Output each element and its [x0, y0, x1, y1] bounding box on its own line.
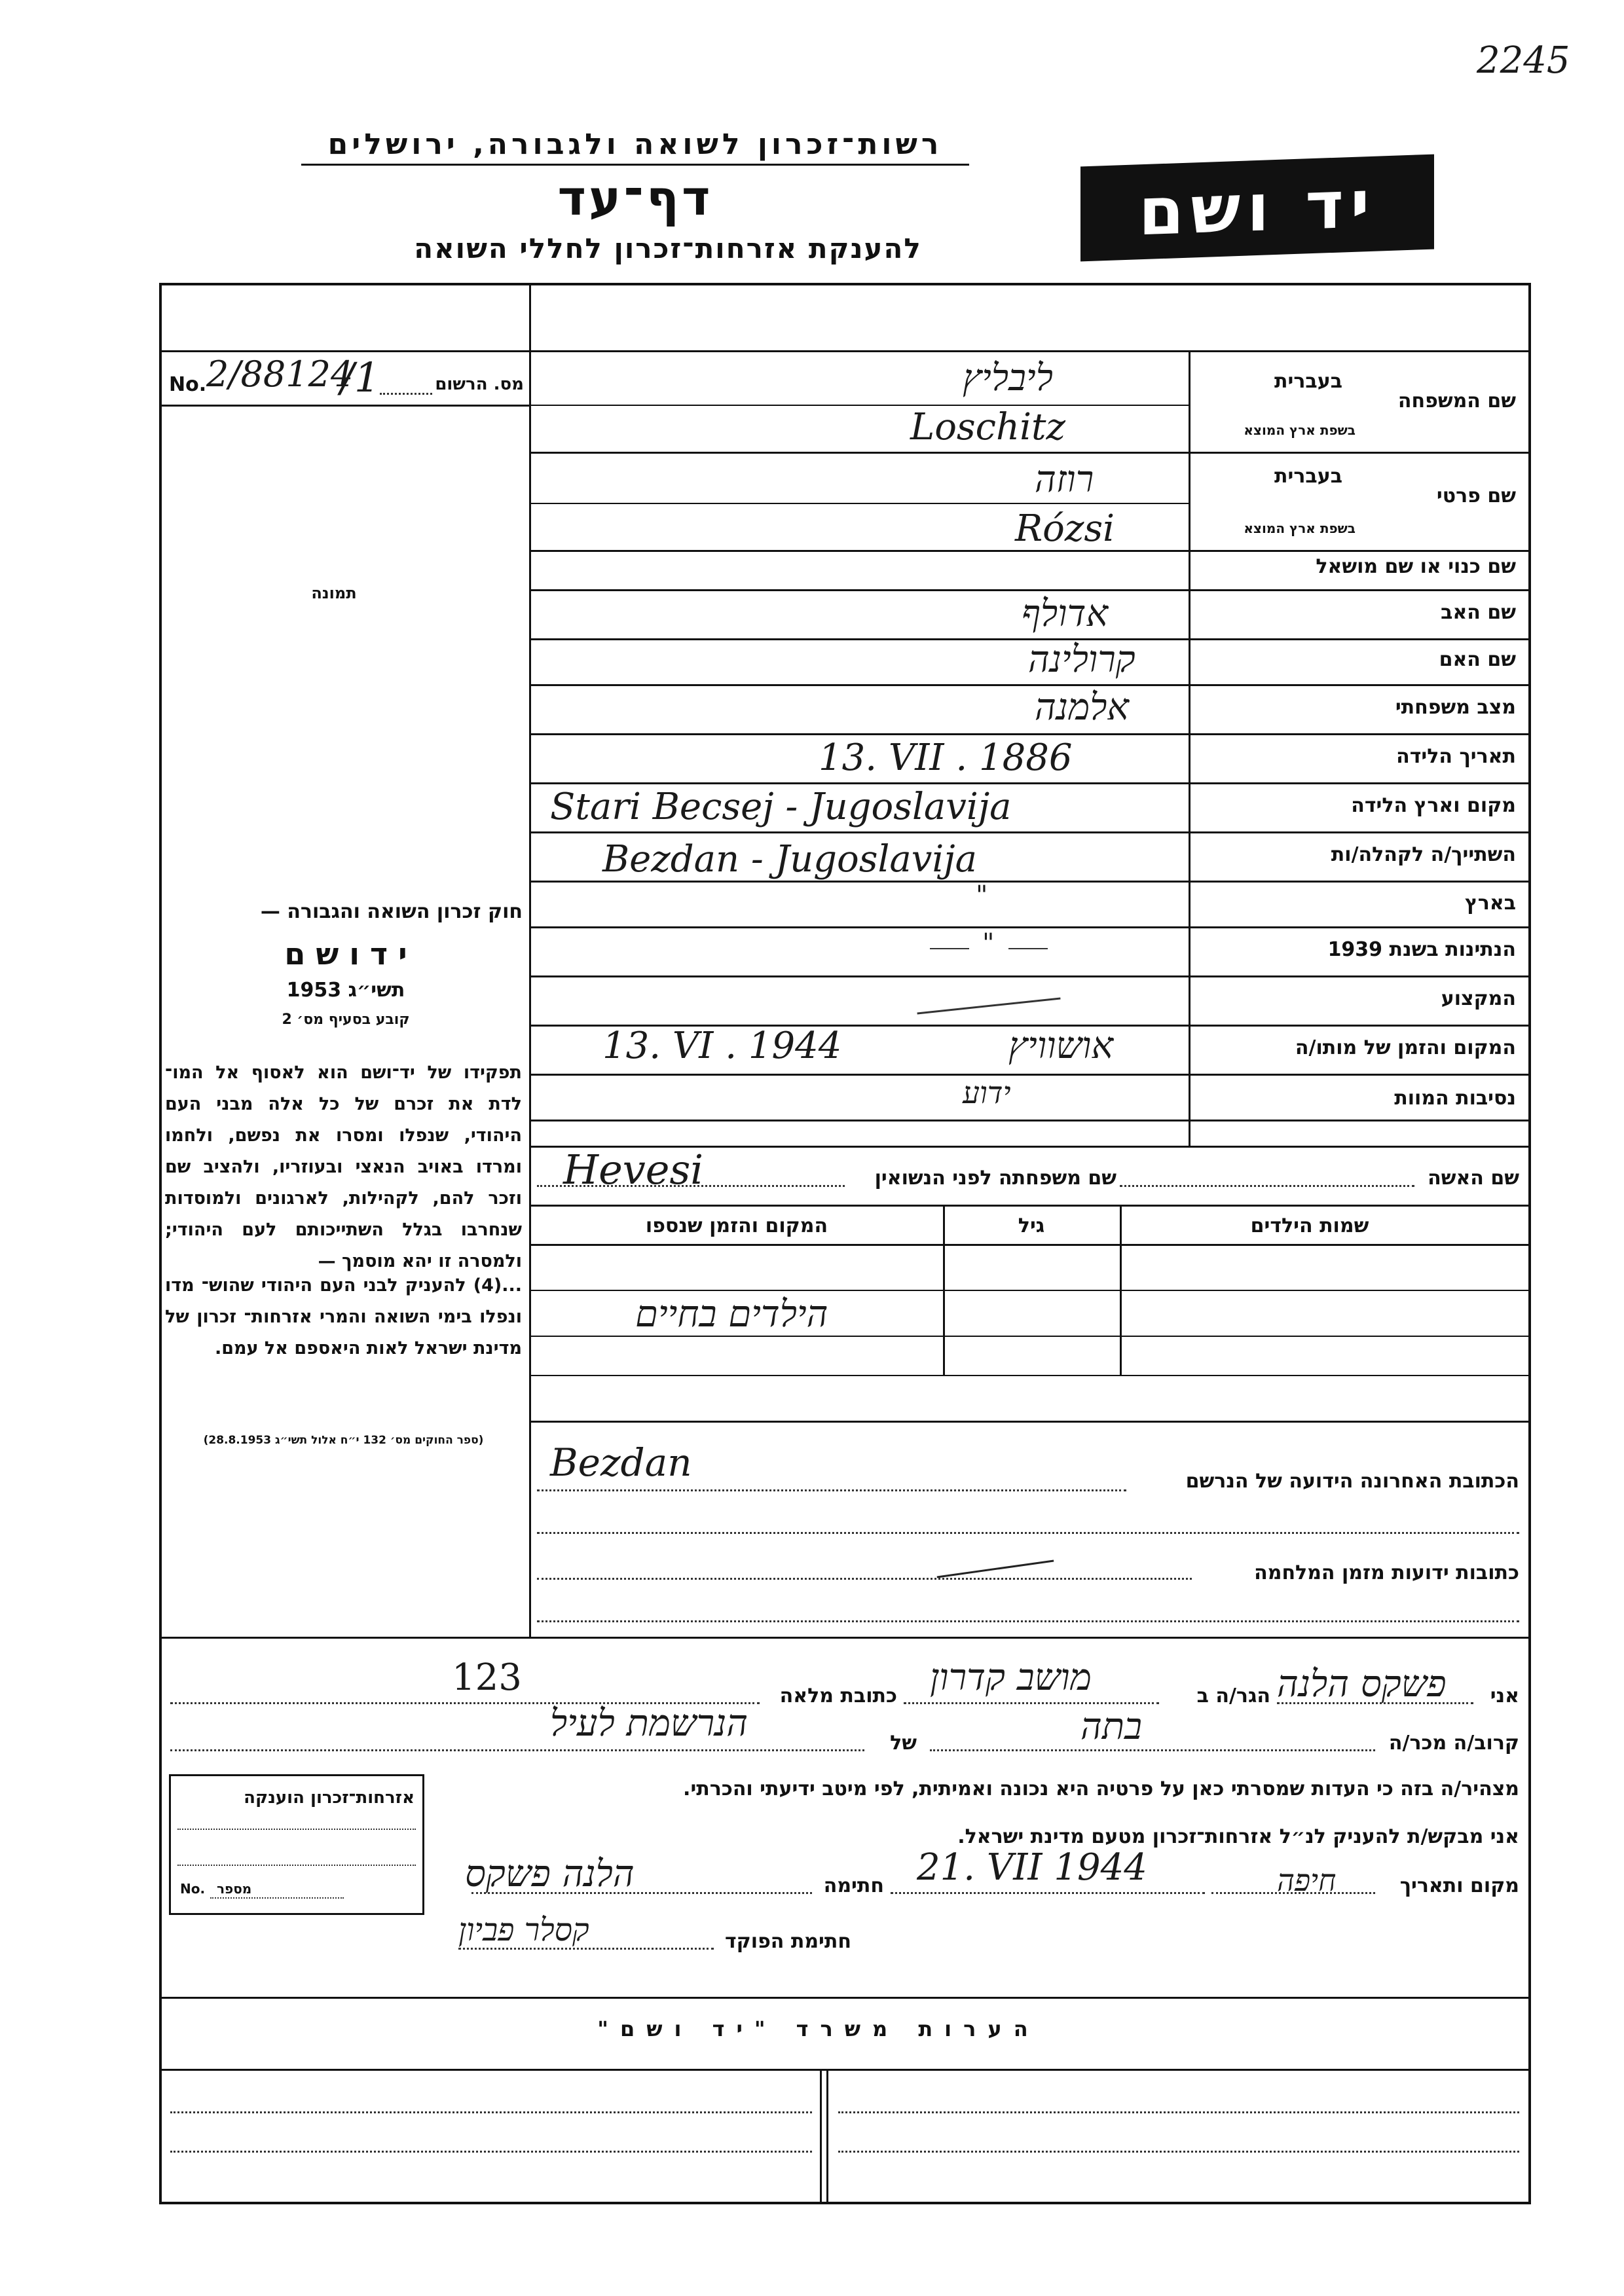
grid-line [529, 1120, 1531, 1121]
date-value: 21. VII 1944 [917, 1846, 1147, 1889]
dotted-line [210, 1897, 344, 1899]
grid-line [159, 405, 529, 407]
declaration-top-line [159, 1637, 1531, 1639]
place-date-label: מקום ותאריך [1399, 1874, 1519, 1897]
law-text-2: ...(4) להעניק לבני העם היהודי שהוש־ מדו ונפלו בימי השואה והמרי אזרחות־ זכרון של מדינת ישראל לאות היאספם אל עמם. [165, 1275, 522, 1358]
community-label: השתייך/ה לקהלה/ות [1331, 843, 1516, 866]
dotted-line [891, 1892, 1205, 1894]
registration-number: 2/88124 [206, 354, 354, 395]
resident-label: הגר/ה ב [1196, 1685, 1270, 1707]
dotted-line [177, 1865, 416, 1866]
given-name-label: שם פרטי [1436, 484, 1516, 507]
surname-label: שם המשפחה [1397, 390, 1516, 412]
dash-mark [930, 948, 969, 949]
registration-no-prefix: No. [169, 373, 207, 396]
birth-date-value: 13. VII . 1886 [819, 737, 1073, 779]
full-address-label: כתובת מלאה [779, 1685, 897, 1707]
corner-number: 2245 [1477, 39, 1570, 82]
dotted-line [537, 1620, 1519, 1622]
grid-line [529, 405, 1189, 406]
memorial-box-number-label: מספר [217, 1881, 252, 1897]
resident-value: מושב קדרון [930, 1656, 1092, 1699]
registration-suffix: /1 [341, 354, 380, 401]
signature-label: חתימה [823, 1874, 884, 1897]
declarant-name: פשקס הלנה [1277, 1663, 1447, 1705]
death-circumstances-value: ידוע [963, 1075, 1011, 1110]
grid-line [529, 831, 1531, 833]
children-note: הילדים בחיים [635, 1293, 828, 1336]
grid-line [529, 503, 1189, 504]
war-address-label: כתובות ידועות מזמן המלחמה [1254, 1561, 1519, 1584]
form-title: דף־עד [557, 170, 713, 227]
origin-lang-label-given: בשפת ארץ המוצא [1244, 520, 1356, 536]
law-reference: (ספר החוקים מס׳ 132 י״ח אלול תשי״ג 28.8.1953) [203, 1434, 484, 1447]
death-circumstances-label: נסיבות המוות [1394, 1087, 1516, 1110]
dotted-line [537, 1489, 1126, 1491]
form-subtitle: להענקת אזרחות־זכרון לחללי השואה [414, 232, 922, 264]
marital-status-label: מצב משפחתי [1395, 696, 1516, 719]
grid-line [529, 782, 1531, 784]
office-notes-title: הערות משרד "יד ושם" [597, 2016, 1040, 2041]
citizenship-value: " [982, 928, 995, 958]
left-column-divider [529, 283, 531, 1638]
given-hebrew-value: רוזה [1035, 458, 1094, 501]
country-label: בארץ [1464, 892, 1516, 915]
registration-label: מס. הרשום [435, 374, 524, 394]
statement-1: מצהיר/ה בזה כי העדות שמסרתי כאן על פרטיה היא נכונה ואמיתית, לפי מיטב ידיעתי והכרתי. [683, 1777, 1519, 1800]
dotted-line [1120, 1185, 1414, 1187]
dotted-line [177, 1829, 416, 1830]
law-clause: קובע בסעיף מס׳ 2 [282, 1011, 410, 1028]
grid-line [196, 283, 198, 284]
notes-divider [826, 2069, 828, 2204]
father-name-value: אדולף [1022, 592, 1109, 635]
dash-mark [1008, 948, 1048, 949]
children-names-header: שמות הילדים [1250, 1214, 1369, 1237]
children-table-header-line [529, 1244, 1531, 1246]
mother-name-label: שם האם [1439, 648, 1516, 671]
hebrew-label-given: בעברית [1274, 465, 1342, 488]
citizenship-1939-label: הנתינות בשנת 1939 [1327, 938, 1516, 961]
statement-2: אני מבקש/ת להעניק לנ״ל אזרחות־זכרון מטעם מדינת ישראל. [957, 1825, 1519, 1848]
relation-label: קרוב/ה מכר/ה [1388, 1732, 1519, 1755]
memorial-citizenship-box [169, 1774, 424, 1915]
full-address-value: 123 [452, 1656, 522, 1699]
grid-line [529, 881, 1531, 883]
death-place-value: אושוויץ [1008, 1025, 1114, 1067]
mother-name-value: קרולינה [1028, 638, 1135, 681]
maiden-name-label: שם משפחתה לפני הנשואין [874, 1167, 1116, 1190]
grid-line [529, 975, 1531, 977]
memorial-box-no: No. [180, 1881, 206, 1897]
death-date-value: 13. VI . 1944 [602, 1025, 842, 1067]
of-label: של [890, 1732, 917, 1755]
officer-signature-label: חתימת הפוקד [725, 1930, 851, 1953]
father-name-label: שם האב [1441, 601, 1516, 624]
community-value: Bezdan - Jugoslavija [602, 838, 978, 881]
dotted-line [170, 1749, 864, 1751]
last-address-value: Bezdan [550, 1440, 692, 1485]
authority-title: רשות־זכרון לשואה ולגבורה, ירושלים [327, 128, 943, 161]
grid-line [471, 283, 473, 284]
birth-place-value: Stari Becsej - Jugoslavija [550, 786, 1012, 828]
grid-line [314, 283, 316, 284]
nickname-label: שם כנוי או שם מושאל [1316, 555, 1516, 578]
children-age-header: גיל [1018, 1214, 1045, 1237]
logo-text: יד ושם [1138, 165, 1376, 251]
children-table-top [529, 1205, 1531, 1207]
law-text-1: תפקידו של יד־ושם הוא לאסוף אל המו־ לדת את זכרם של כל אלה מבני העם היהודי, שנפלו ומסרו את נפשם, ולחמו ומרדו באויב הנאצי ובעוזריו, ולהציב שם וזכר להם, לקהילות, לארגונים ולמוסדות שנחרבו בגלל השתייכותם לעם היהודי; ולמסרה זו יהא מוסמך — [165, 1063, 522, 1271]
birth-place-label: מקום וארץ הלידה [1351, 794, 1516, 817]
origin-lang-label-surname: בשפת ארץ המוצא [1244, 422, 1356, 438]
grid-line [354, 283, 356, 284]
grid-line [529, 1074, 1531, 1076]
grid-line [275, 283, 277, 284]
grid-line [159, 350, 529, 352]
grid-line [529, 350, 1531, 352]
grid-line [529, 452, 1531, 454]
law-name: י ד ו ש ם [284, 936, 407, 972]
grid-line [529, 589, 1531, 591]
officer-signature-value: קסלר פביון [458, 1912, 589, 1948]
yad-vashem-logo [1080, 155, 1434, 262]
dotted-line [170, 2151, 812, 2153]
photo-label: תמונה [311, 584, 357, 602]
children-place-header: המקום והזמן שנספו [645, 1214, 828, 1237]
notes-top-line [159, 1997, 1531, 1999]
memorial-box-title: אזרחות־זכרון הוענקה [244, 1788, 415, 1808]
dotted-line [930, 1749, 1375, 1751]
grid-line [529, 1336, 1531, 1337]
maiden-name-value: Hevesi [563, 1146, 704, 1194]
surname-origin-value: Loschitz [910, 406, 1065, 448]
birth-date-label: תאריך הלידה [1396, 745, 1516, 768]
grid-line [529, 684, 1531, 686]
grid-line [529, 733, 1531, 735]
wife-name-label: שם האשה [1428, 1167, 1519, 1190]
dotted-line [904, 1702, 1159, 1704]
place-value: חיפה [1277, 1863, 1337, 1898]
grid-line [529, 550, 1531, 552]
dotted-line [838, 2151, 1519, 2153]
dotted-line [537, 1578, 1192, 1580]
profession-label: המקצוע [1441, 987, 1516, 1010]
grid-line [529, 926, 1531, 928]
dotted-line [380, 393, 432, 395]
marital-status-value: אלמנה [1035, 686, 1130, 729]
dotted-line [537, 1532, 1519, 1534]
grid-line [393, 283, 395, 284]
grid-line [432, 283, 434, 284]
notes-divider [820, 2069, 822, 2204]
grid-line [236, 283, 238, 284]
authority-underline [301, 164, 969, 166]
country-value: " [976, 881, 988, 911]
surname-hebrew-value: ליבליץ [963, 357, 1053, 399]
hebrew-label-surname: בעברית [1274, 370, 1342, 393]
grid-line [529, 1375, 1531, 1376]
last-address-label: הכתובת האחרונה הידועה של הנרשם [1185, 1470, 1519, 1493]
grid-line [529, 1290, 1531, 1291]
death-place-time-label: המקום והזמן של מותו/ה [1295, 1036, 1516, 1059]
law-title: חוק זכרון השואה והגבורה — [260, 900, 523, 923]
address-top-line [529, 1421, 1531, 1423]
signature-value: הלנה פשקס [465, 1853, 635, 1895]
notes-header-line [159, 2069, 1531, 2071]
law-year: תשי״ג 1953 [286, 979, 405, 1002]
of-value: הנרשמת לעיל [550, 1702, 748, 1745]
given-origin-value: Rózsi [1015, 507, 1115, 550]
relation-value: בתה [1080, 1705, 1142, 1748]
ani-label: אני [1490, 1685, 1519, 1707]
dotted-line [170, 2111, 812, 2113]
dotted-line [838, 2111, 1519, 2113]
